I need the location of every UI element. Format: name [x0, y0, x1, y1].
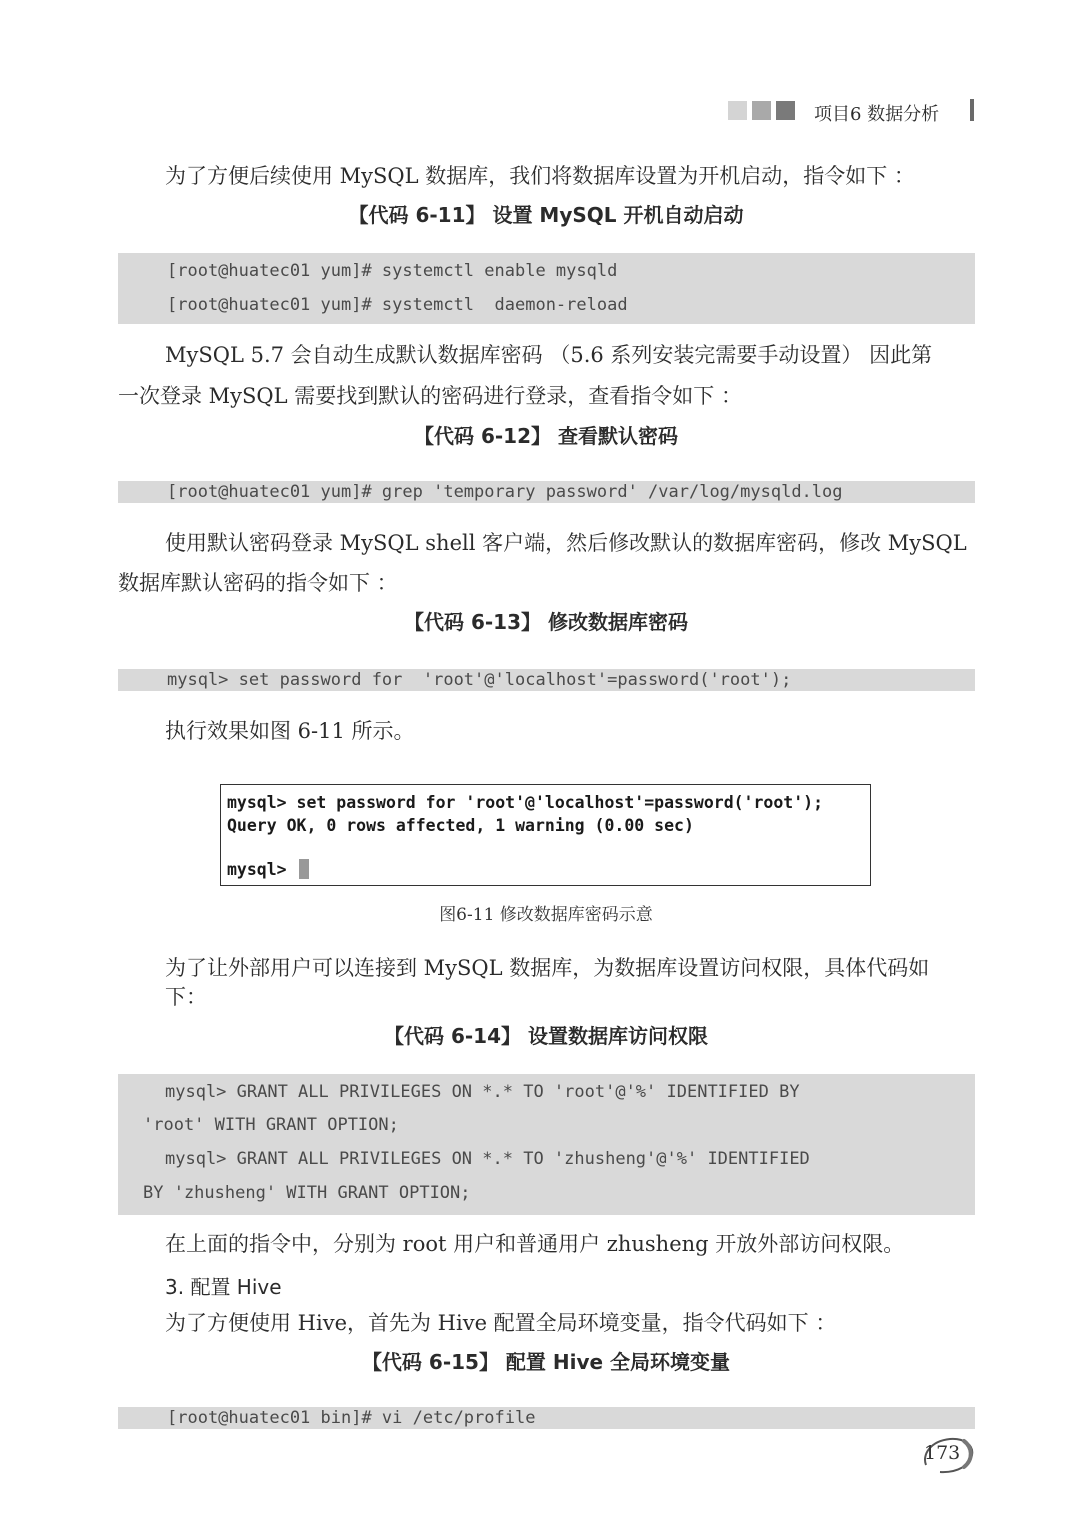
cursor-icon	[299, 859, 309, 879]
code-caption: 【代码 6-15】 配置 Hive 全局环境变量	[361, 1350, 731, 1374]
paragraph: 为了方便后续使用 MySQL 数据库，我们将数据库设置为开机启动，指令如下 ：	[165, 164, 915, 188]
code-caption: 【代码 6-12】 查看默认密码	[414, 424, 678, 448]
header-bar	[970, 99, 974, 121]
code-line: [root@huatec01 yum]# systemctl enable mysqld	[167, 261, 618, 281]
paragraph: 下：	[165, 985, 207, 1009]
running-header-title: 项目6 数据分析	[814, 104, 940, 125]
terminal-prompt: mysql>	[227, 860, 297, 879]
paragraph: 数据库默认密码的指令如下 ：	[118, 571, 398, 595]
code-line: [root@huatec01 bin]# vi /etc/profile	[167, 1408, 536, 1428]
paragraph: 在上面的指令中，分别为 root 用户和普通用户 zhusheng 开放外部访问权限。	[165, 1232, 905, 1256]
page-number: 173	[924, 1442, 961, 1464]
figure-caption: 图6-11 修改数据库密码示意	[439, 905, 653, 925]
paragraph: 执行效果如图 6-11 所示。	[165, 719, 415, 743]
terminal-screenshot	[220, 784, 871, 886]
paragraph: MySQL 5.7 会自动生成默认数据库密码 （5.6 系列安装完需要手动设置） 因此第	[165, 343, 933, 367]
paragraph: 使用默认密码登录 MySQL shell 客户端，然后修改默认的数据库密码，修改 MySQL	[165, 531, 967, 555]
section-heading: 3. 配置 Hive	[165, 1275, 282, 1299]
code-line: [root@huatec01 yum]# systemctl daemon-reload	[167, 295, 628, 315]
terminal-prompt-row	[227, 859, 309, 880]
paragraph: 为了方便使用 Hive，首先为 Hive 配置全局环境变量，指令代码如下 ：	[165, 1311, 837, 1335]
header-square-dark	[776, 101, 795, 120]
code-line: BY 'zhusheng' WITH GRANT OPTION;	[143, 1183, 471, 1203]
paragraph: 为了让外部用户可以连接到 MySQL 数据库，为数据库设置访问权限，具体代码如	[165, 956, 930, 980]
code-line: mysql> GRANT ALL PRIVILEGES ON *.* TO 'root'@'%' IDENTIFIED BY	[165, 1082, 800, 1102]
header-square-mid	[752, 101, 771, 120]
terminal-line: Query OK, 0 rows affected, 1 warning (0.00 sec)	[227, 816, 694, 835]
code-line: mysql> set password for 'root'@'localhost'=password('root');	[167, 670, 792, 690]
code-caption: 【代码 6-14】 设置数据库访问权限	[384, 1024, 708, 1048]
terminal-line: mysql> set password for 'root'@'localhost'=password('root');	[227, 793, 824, 812]
code-line: 'root' WITH GRANT OPTION;	[143, 1115, 399, 1135]
code-line: mysql> GRANT ALL PRIVILEGES ON *.* TO 'zhusheng'@'%' IDENTIFIED	[165, 1149, 810, 1169]
header-square-light	[728, 101, 747, 120]
code-line: [root@huatec01 yum]# grep 'temporary password' /var/log/mysqld.log	[167, 482, 843, 502]
paragraph: 一次登录 MySQL 需要找到默认的密码进行登录，查看指令如下 ：	[118, 384, 742, 408]
code-caption: 【代码 6-13】 修改数据库密码	[404, 610, 688, 634]
code-caption: 【代码 6-11】 设置 MySQL 开机自动启动	[348, 203, 744, 227]
